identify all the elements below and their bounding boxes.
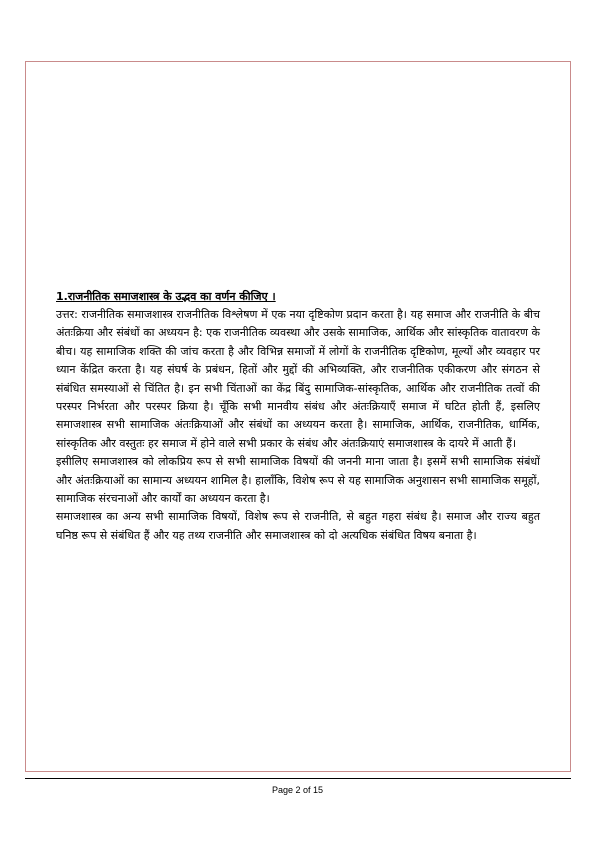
- question-heading: 1.राजनीतिक समाजशास्त्र के उद्भव का वर्णन कीजिए ।: [56, 290, 276, 303]
- page-number: Page 2 of 15: [271, 785, 324, 795]
- document-body: [56, 288, 540, 545]
- footer-divider: [25, 778, 571, 779]
- answer-paragraph-2: इसीलिए समाजशास्त्र को लोकप्रिय रूप से सभी सामाजिक विषयों की जननी माना जाता है। इसमें सभी सामाजिक संबंधों और अंतःक्रियाओं का सामान्य अध्ययन शामिल है। हालाँकि, विशेष रूप से यह सामाजिक अनुशासन सभी सामाजिक समूहों, सामाजिक संरचनाओं और कार्यों का अध्ययन करता है।: [56, 455, 540, 506]
- answer-paragraph-3: समाजशास्त्र का अन्य सभी सामाजिक विषयों, विशेष रूप से राजनीति, से बहुत गहरा संबंध है। समाज और राज्य बहुत घनिष्ठ रूप से संबंधित हैं और यह तथ्य राजनीति और समाजशास्त्र को दो अत्यधिक संबंधित विषय बनाता है।: [56, 510, 540, 542]
- answer-paragraph-1: उत्तर: राजनीतिक समाजशास्त्र राजनीतिक विश्लेषण में एक नया दृष्टिकोण प्रदान करता है। यह समाज और राजनीति के बीच अंतःक्रिया और संबंधों का अध्ययन है: एक राजनीतिक व्यवस्था और उसके सामाजिक, आर्थिक और सांस्कृतिक वातावरण के बीच। यह सामाजिक शक्ति की जांच करता है और विभिन्न समाजों में लोगों के राजनीतिक दृष्टिकोण, मूल्यों और व्यवहार पर ध्यान केंद्रित करता है। यह संघर्ष के प्रबंधन, हितों और मुद्दों की अभिव्यक्ति, और राजनीतिक एकीकरण और संगठन से संबंधित समस्याओं से चिंतित है। इन सभी चिंताओं का केंद्र बिंदु सामाजिक-सांस्कृतिक, आर्थिक और राजनीतिक तत्वों की परस्पर निर्भरता और परस्पर क्रिया है। चूँकि सभी मानवीय संबंध और अंतःक्रियाएँ समाज में घटित होती हैं, इसलिए समाजशास्त्र सभी सामाजिक अंतःक्रियाओं और संबंधों का अध्ययन करता है। सामाजिक, आर्थिक, राजनीतिक, धार्मिक, सांस्कृतिक और वस्तुतः हर समाज में होने वाले सभी प्रकार के संबंध और अंतःक्रियाएं समाजशास्त्र के दायरे में आती हैं।: [56, 308, 540, 450]
